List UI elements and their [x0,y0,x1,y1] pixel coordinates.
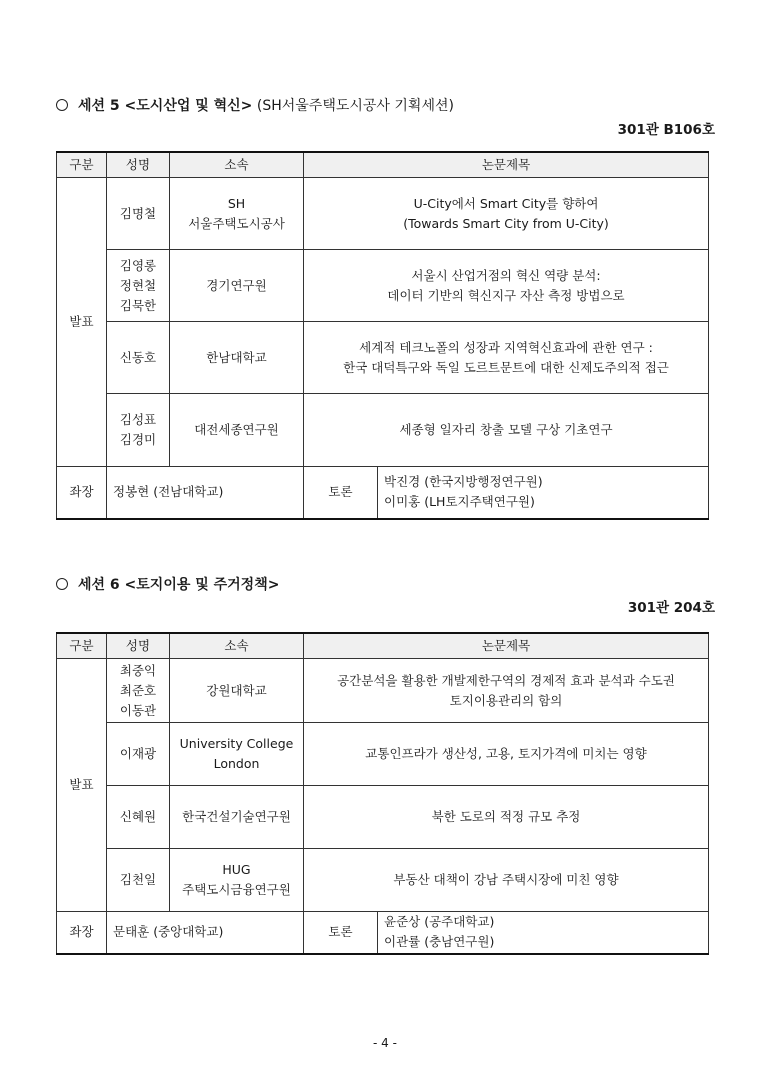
header-paper-title: 논문제목 [304,152,709,178]
presenter-names [107,849,170,912]
chair-label: 좌장 [57,912,107,954]
affiliation-line: 주택도시금융연구원 [182,882,291,897]
paper-title-line: 세계적 테크노폴의 성장과 지역혁신효과에 관한 연구 : [359,339,653,355]
presenter-names [107,659,170,723]
table-row [57,394,709,467]
table-header-row [57,633,709,659]
discussant: 박진경 (한국지방행정연구원) [384,474,543,490]
paper-title [304,849,709,912]
affiliation-line: SH [227,195,246,211]
presenter-name: 최준호 [119,682,157,698]
presenter-name: 이동관 [119,702,157,718]
presenter-affiliation [170,250,304,322]
presenter-affiliation [170,178,304,250]
presenter-affiliation [170,849,304,912]
paper-title-line: 세종형 일자리 창출 모델 구상 기초연구 [399,422,613,437]
affiliation-line: University College [179,736,294,751]
bullet-circle-icon [56,578,68,590]
header-paper-title: 논문제목 [304,633,709,659]
presenter-name: 김성표 [119,412,157,427]
paper-title [304,394,709,467]
session5-heading [56,97,454,115]
affiliation-line: 경기연구원 [206,277,267,293]
paper-title-line: (Towards Smart City from U-City) [403,215,609,231]
table-row [57,250,709,322]
paper-title-line: 북한 도로의 적정 규모 추정 [431,809,581,824]
presenter-name: 신혜원 [119,809,157,824]
affiliation-line: 강원대학교 [206,682,267,698]
discussion-label: 토론 [304,912,378,954]
presenter-names [107,394,170,467]
paper-title-line: 부동산 대책이 강남 주택시장에 미친 영향 [393,872,619,887]
discussants [378,467,709,519]
presenter-names [107,723,170,786]
presenter-name: 김천일 [119,872,157,887]
table-row [57,786,709,849]
paper-title-line: U-City에서 Smart City를 향하여 [413,195,599,211]
discussant: 이미홍 (LH토지주택연구원) [384,494,535,510]
presenter-name: 신동호 [119,349,157,365]
affiliation-line: London [213,756,260,771]
presenter-names [107,322,170,394]
table-row [57,659,709,723]
header-affiliation: 소속 [170,152,304,178]
session6-table [56,632,709,955]
session6-heading-bold: 세션 6 <토지이용 및 주거정책> [78,577,280,593]
paper-title [304,786,709,849]
discussion-label: 토론 [304,467,378,519]
presenter-name: 정현철 [119,277,157,293]
presenter-names [107,786,170,849]
chair-row [57,467,709,519]
bullet-circle-icon [56,99,68,111]
affiliation-line: 한국건설기술연구원 [182,809,291,824]
header-affiliation: 소속 [170,633,304,659]
table-header-row [57,152,709,178]
affiliation-line: 대전세종연구원 [194,422,279,437]
affiliation-line: 한남대학교 [206,349,267,365]
paper-title [304,250,709,322]
paper-title-line: 데이터 기반의 혁신지구 자산 측정 방법으로 [387,287,625,303]
chair-label: 좌장 [57,467,107,519]
paper-title [304,723,709,786]
session5-heading-sub: (SH서울주택도시공사 기획세션) [256,98,454,114]
table-row [57,849,709,912]
presenter-name: 김명철 [119,205,157,221]
header-name: 성명 [107,633,170,659]
discussant: 윤준상 (공주대학교) [384,914,495,930]
discussants [378,912,709,954]
presenter-affiliation [170,322,304,394]
paper-title-line: 서울시 산업거점의 혁신 역량 분석: [411,267,601,283]
presenter-name: 김영롱 [119,257,157,273]
paper-title [304,659,709,723]
affiliation-line: 서울주택도시공사 [188,215,285,231]
session6-room: 301관 204호 [627,600,715,616]
paper-title-line: 한국 대덕특구와 독일 도르트문트에 대한 신제도주의적 접근 [343,359,669,375]
paper-title [304,178,709,250]
presenter-name: 김묵한 [119,297,157,313]
header-gubun: 구분 [57,152,107,178]
presenter-name: 김경미 [119,432,157,447]
presenter-affiliation [170,659,304,723]
chair-name: 문태훈 (중앙대학교) [107,912,304,954]
affiliation-line: HUG [222,862,251,877]
presenter-names [107,178,170,250]
chair-row [57,912,709,954]
paper-title-line: 공간분석을 활용한 개발제한구역의 경제적 효과 분석과 수도권 [337,672,675,688]
paper-title [304,322,709,394]
page-number: - 4 - [373,1036,397,1050]
presenter-affiliation [170,723,304,786]
session5-table [56,151,709,520]
chair-name: 정봉현 (전남대학교) [107,467,304,519]
presentation-label: 발표 [57,178,107,467]
discussant: 이관률 (충남연구원) [384,934,495,950]
presenter-name: 이재광 [119,746,157,761]
header-gubun: 구분 [57,633,107,659]
presenter-names [107,250,170,322]
presenter-affiliation [170,394,304,467]
table-row [57,322,709,394]
session5-heading-bold: 세션 5 <도시산업 및 혁신> [78,98,253,114]
presenter-affiliation [170,786,304,849]
session6-heading [56,576,279,594]
paper-title-line: 토지이용관리의 함의 [449,692,563,708]
session5-room: 301관 B106호 [617,122,715,138]
table-row [57,723,709,786]
presentation-label: 발표 [57,659,107,912]
presenter-name: 최중익 [119,662,157,678]
header-name: 성명 [107,152,170,178]
paper-title-line: 교통인프라가 생산성, 고용, 토지가격에 미치는 영향 [365,746,647,761]
table-row [57,178,709,250]
